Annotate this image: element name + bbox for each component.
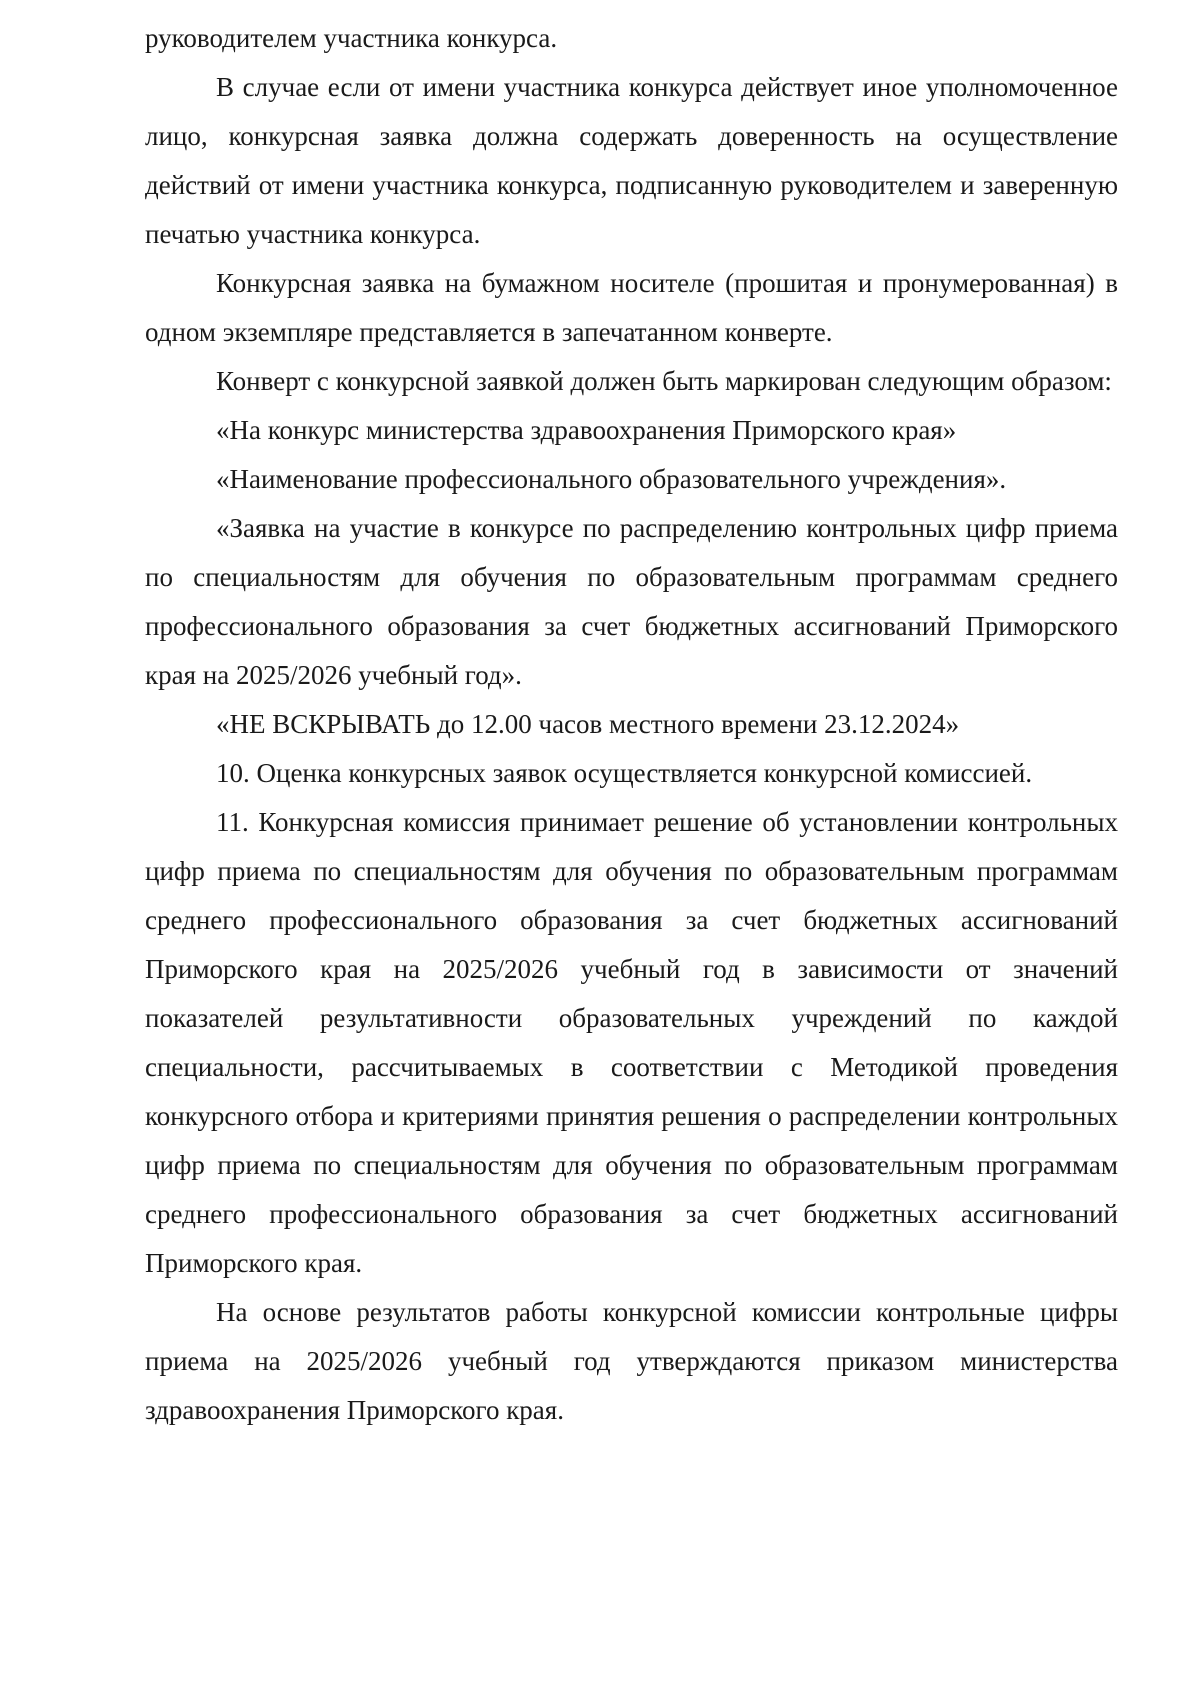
paragraph-item-11: 11. Конкурсная комиссия принимает решение об установлении контрольных цифр приема по специальностям для обучения по образовательным программам среднего профессионального образования за счет бюджетных ассигнований Приморского края на 2025/2026 учебный год в зависимости от значений показателей результативности образовательных учреждений по каждой специальности, рассчитываемых в соответствии с Методикой проведения конкурсного отбора и критериями принятия решения о распределении контрольных цифр приема по специальностям для обучения по образовательным программам среднего профессионального образования за счет бюджетных ассигнований Приморского края. bbox=[145, 807, 1118, 1278]
envelope-line-contest: «На конкурс министерства здравоохранения Приморского края» bbox=[216, 415, 957, 445]
paragraph-approval: На основе результатов работы конкурсной комиссии контрольные цифры приема на 2025/2026 учебный год утверждаются приказом министерства здравоохранения Приморского края. bbox=[145, 1297, 1118, 1425]
paragraph-item-10: 10. Оценка конкурсных заявок осуществляется конкурсной комиссией. bbox=[216, 758, 1033, 788]
envelope-line-do-not-open: «НЕ ВСКРЫВАТЬ до 12.00 часов местного времени 23.12.2024» bbox=[216, 709, 960, 739]
paragraph-envelope-marking: Конверт с конкурсной заявкой должен быть маркирован следующим образом: bbox=[216, 366, 1112, 396]
paragraph-continuation: руководителем участника конкурса. bbox=[145, 23, 558, 53]
envelope-line-application: «Заявка на участие в конкурсе по распределению контрольных цифр приема по специальностям для обучения по образовательным программам среднего профессионального образования за счет бюджетных ассигнований Приморского края на 2025/2026 учебный год». bbox=[145, 513, 1118, 690]
envelope-line-institution: «Наименование профессионального образовательного учреждения». bbox=[216, 464, 1007, 494]
document-body bbox=[145, 14, 1118, 1435]
paragraph-paper-application: Конкурсная заявка на бумажном носителе (прошитая и пронумерованная) в одном экземпляре представляется в запечатанном конверте. bbox=[145, 268, 1118, 347]
paragraph-authorized-person: В случае если от имени участника конкурса действует иное уполномоченное лицо, конкурсная заявка должна содержать доверенность на осуществление действий от имени участника конкурса, подписанную руководителем и заверенную печатью участника конкурса. bbox=[145, 72, 1118, 249]
